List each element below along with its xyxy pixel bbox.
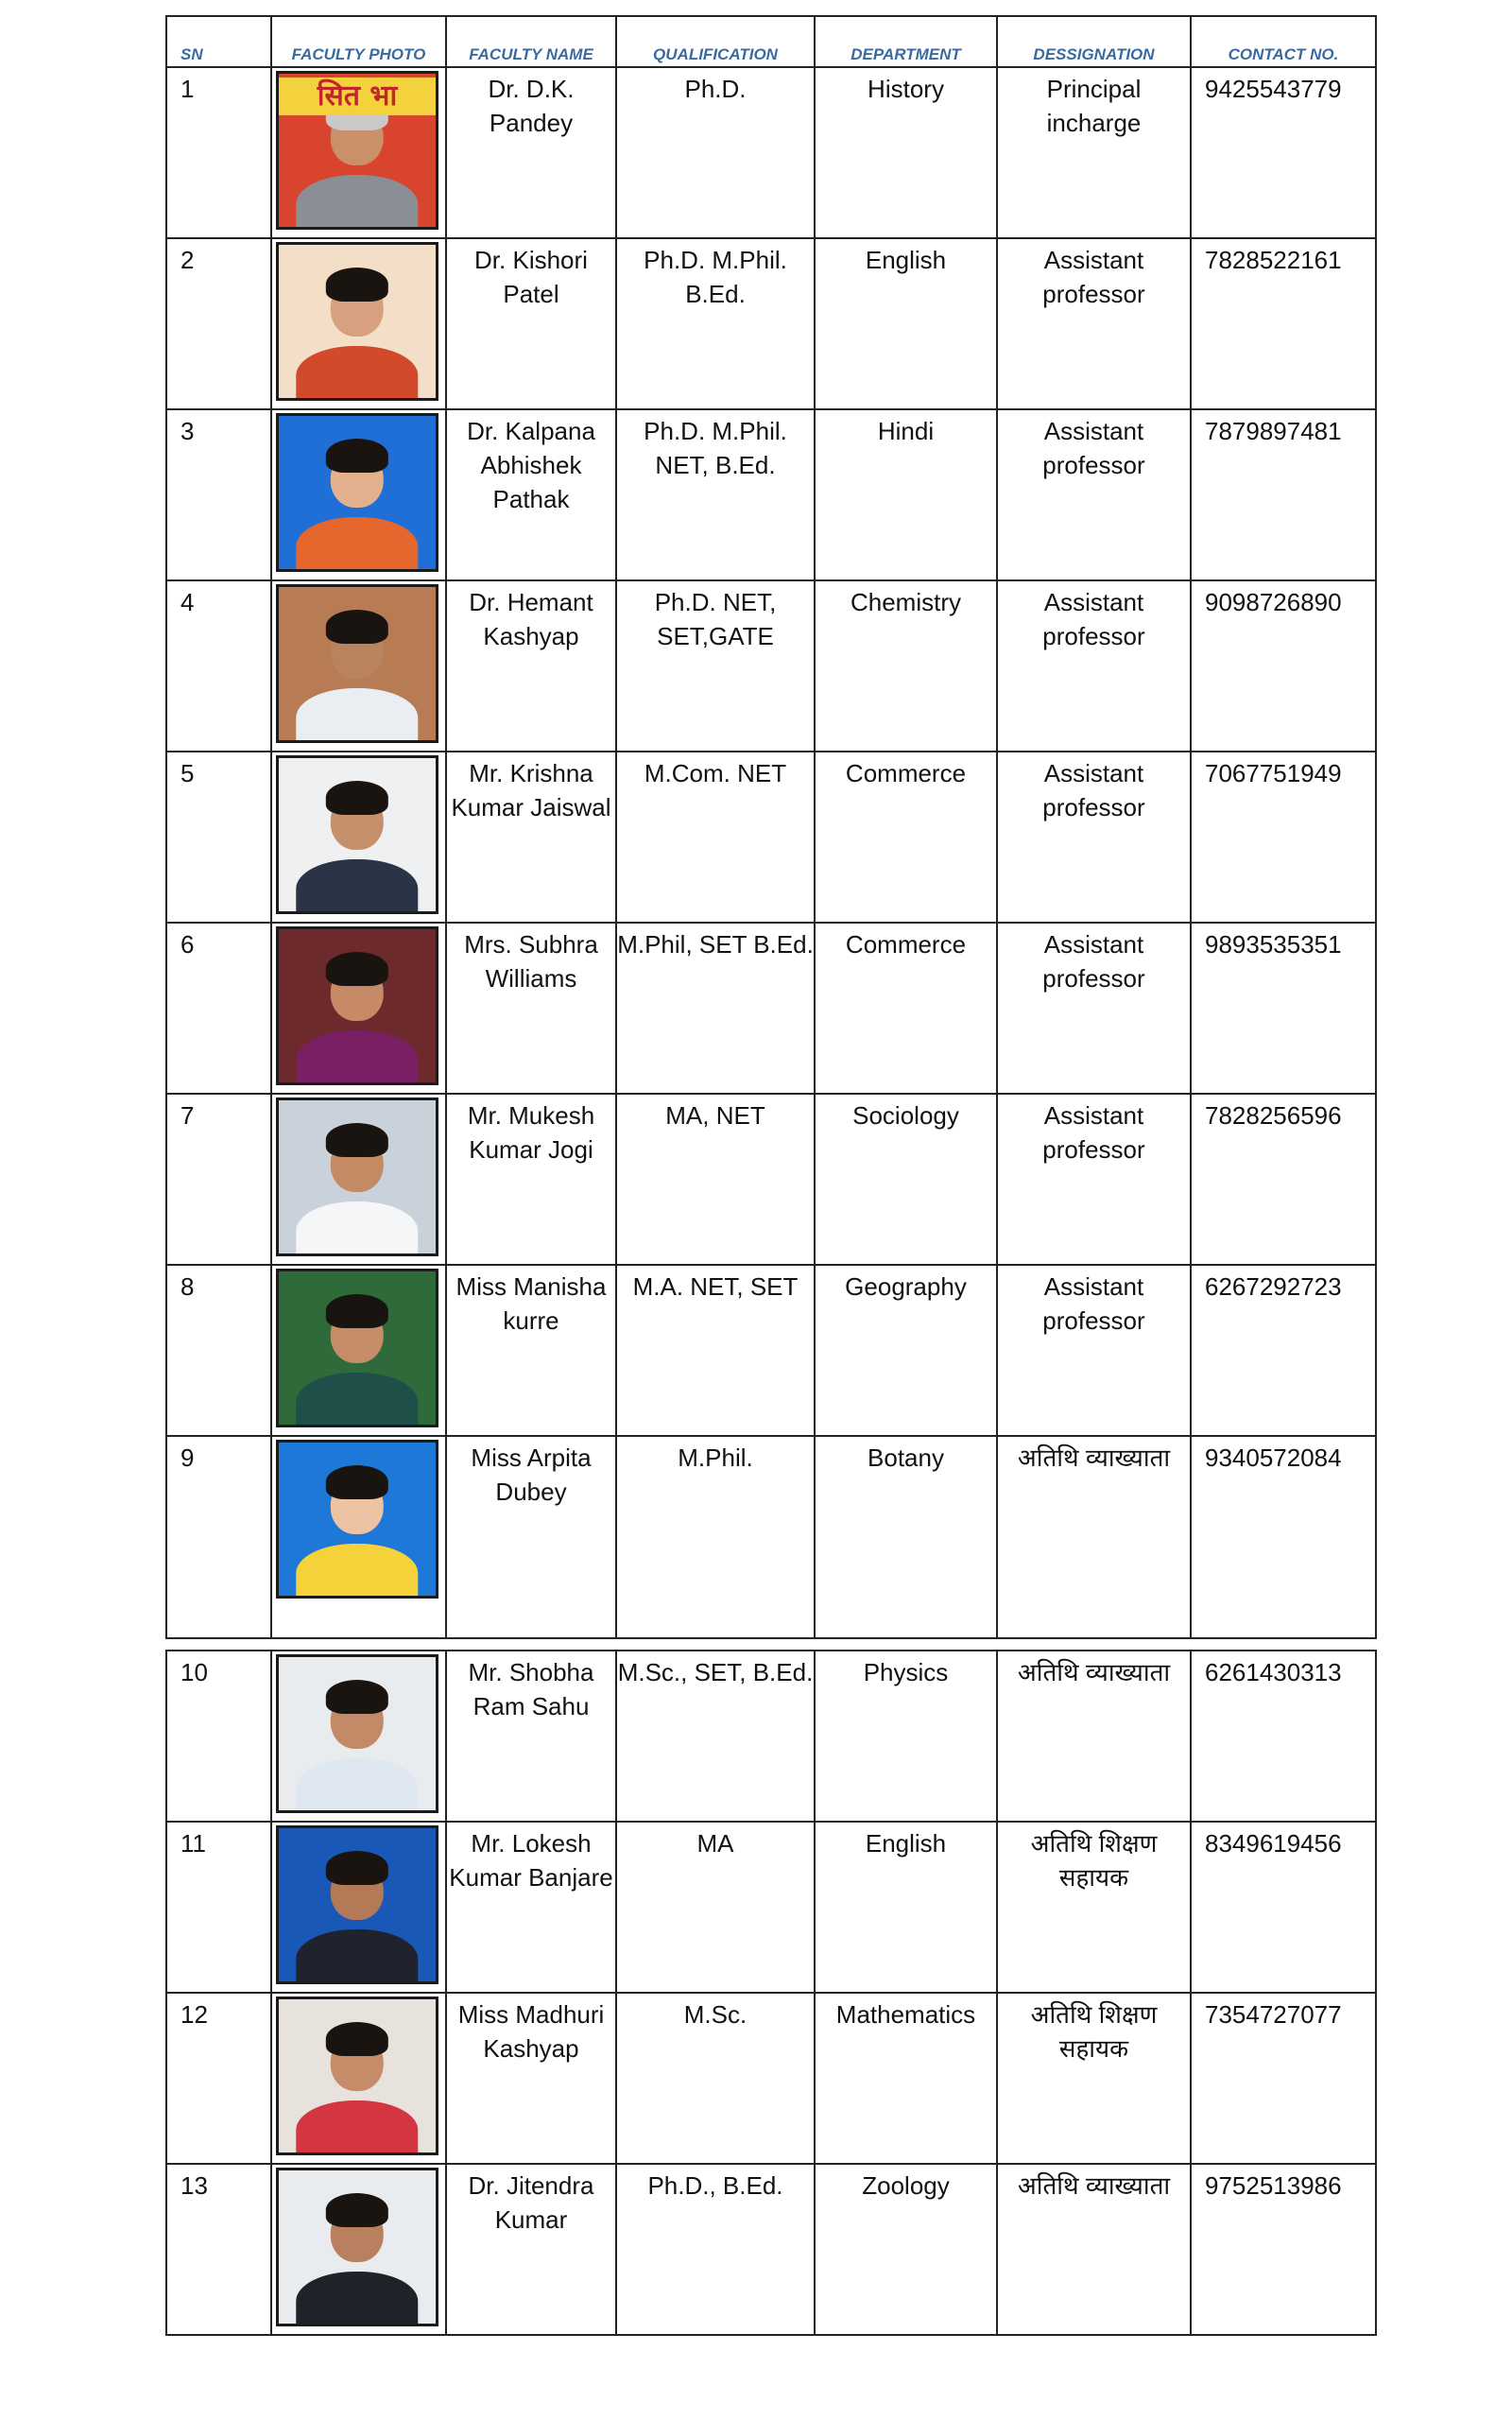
department: Chemistry (815, 580, 997, 752)
table-row (166, 238, 1376, 409)
faculty-table-part-2 (165, 1650, 1377, 2336)
designation: Assistant professor (997, 1265, 1191, 1436)
table-row (166, 1822, 1376, 1993)
photo-cell (271, 1822, 446, 1993)
department: English (815, 238, 997, 409)
contact-number: 7067751949 (1191, 752, 1376, 923)
department: Commerce (815, 752, 997, 923)
designation: अतिथि शिक्षण सहायक (997, 1822, 1191, 1993)
faculty-photo (276, 413, 438, 572)
qualification: Ph.D. NET, SET,GATE (616, 580, 815, 752)
photo-cell (271, 923, 446, 1094)
faculty-name: Dr. Kishori Patel (446, 238, 616, 409)
designation: Assistant professor (997, 752, 1191, 923)
serial-number: 12 (166, 1993, 271, 2164)
contact-number: 9752513986 (1191, 2164, 1376, 2335)
faculty-photo (276, 1440, 438, 1599)
department: Physics (815, 1651, 997, 1822)
qualification: M.Sc., SET, B.Ed. (616, 1651, 815, 1822)
designation: Assistant professor (997, 580, 1191, 752)
header-name: FACULTY NAME (446, 16, 616, 67)
header-photo: FACULTY PHOTO (271, 16, 446, 67)
faculty-photo (276, 71, 438, 230)
designation: अतिथि व्याख्याता (997, 1651, 1191, 1822)
designation: अतिथि व्याख्याता (997, 1436, 1191, 1638)
faculty-photo (276, 1269, 438, 1427)
serial-number: 10 (166, 1651, 271, 1822)
faculty-photo (276, 584, 438, 743)
qualification: M.A. NET, SET (616, 1265, 815, 1436)
photo-cell (271, 1265, 446, 1436)
faculty-name: Mr. Mukesh Kumar Jogi (446, 1094, 616, 1265)
photo-cell (271, 2164, 446, 2335)
table-row (166, 1436, 1376, 1638)
table-row (166, 1993, 1376, 2164)
department: Zoology (815, 2164, 997, 2335)
designation: Assistant professor (997, 238, 1191, 409)
serial-number: 9 (166, 1436, 271, 1638)
faculty-photo (276, 2168, 438, 2326)
photo-cell (271, 409, 446, 580)
qualification: Ph.D. M.Phil. NET, B.Ed. (616, 409, 815, 580)
qualification: Ph.D. (616, 67, 815, 238)
faculty-table-part-1 (165, 15, 1377, 1639)
department: Botany (815, 1436, 997, 1638)
contact-number: 9340572084 (1191, 1436, 1376, 1638)
department: Mathematics (815, 1993, 997, 2164)
contact-number: 7828256596 (1191, 1094, 1376, 1265)
serial-number: 11 (166, 1822, 271, 1993)
faculty-photo (276, 1825, 438, 1984)
table-row (166, 2164, 1376, 2335)
serial-number: 1 (166, 67, 271, 238)
qualification: Ph.D., B.Ed. (616, 2164, 815, 2335)
department: English (815, 1822, 997, 1993)
photo-banner-text: सित भा (279, 78, 436, 115)
serial-number: 13 (166, 2164, 271, 2335)
contact-number: 6261430313 (1191, 1651, 1376, 1822)
header-designation: DESSIGNATION (997, 16, 1191, 67)
serial-number: 7 (166, 1094, 271, 1265)
serial-number: 5 (166, 752, 271, 923)
qualification: MA (616, 1822, 815, 1993)
serial-number: 6 (166, 923, 271, 1094)
designation: Assistant professor (997, 1094, 1191, 1265)
faculty-photo (276, 926, 438, 1085)
faculty-name: Mr. Lokesh Kumar Banjare (446, 1822, 616, 1993)
contact-number: 9893535351 (1191, 923, 1376, 1094)
department: Sociology (815, 1094, 997, 1265)
photo-cell (271, 580, 446, 752)
contact-number: 8349619456 (1191, 1822, 1376, 1993)
table-row (166, 1094, 1376, 1265)
photo-cell (271, 1436, 446, 1638)
table-row (166, 580, 1376, 752)
faculty-name: Miss Madhuri Kashyap (446, 1993, 616, 2164)
faculty-name: Miss Arpita Dubey (446, 1436, 616, 1638)
faculty-name: Miss Manisha kurre (446, 1265, 616, 1436)
serial-number: 3 (166, 409, 271, 580)
table-row (166, 1651, 1376, 1822)
table-row (166, 752, 1376, 923)
photo-cell (271, 1094, 446, 1265)
faculty-name: Mr. Krishna Kumar Jaiswal (446, 752, 616, 923)
contact-number: 6267292723 (1191, 1265, 1376, 1436)
faculty-name: Dr. D.K. Pandey (446, 67, 616, 238)
header-sn: SN (166, 16, 271, 67)
table-row (166, 67, 1376, 238)
qualification: M.Phil. (616, 1436, 815, 1638)
header-contact: CONTACT NO. (1191, 16, 1376, 67)
contact-number: 7828522161 (1191, 238, 1376, 409)
department: Geography (815, 1265, 997, 1436)
department: Hindi (815, 409, 997, 580)
designation: अतिथि शिक्षण सहायक (997, 1993, 1191, 2164)
faculty-name: Dr. Kalpana Abhishek Pathak (446, 409, 616, 580)
qualification: M.Com. NET (616, 752, 815, 923)
table-header-row (166, 16, 1376, 67)
table-row (166, 409, 1376, 580)
qualification: M.Sc. (616, 1993, 815, 2164)
faculty-name: Dr. Jitendra Kumar (446, 2164, 616, 2335)
qualification: MA, NET (616, 1094, 815, 1265)
qualification: Ph.D. M.Phil. B.Ed. (616, 238, 815, 409)
serial-number: 8 (166, 1265, 271, 1436)
faculty-photo (276, 1098, 438, 1256)
header-department: DEPARTMENT (815, 16, 997, 67)
department: Commerce (815, 923, 997, 1094)
contact-number: 9098726890 (1191, 580, 1376, 752)
designation: Principal incharge (997, 67, 1191, 238)
table-row (166, 923, 1376, 1094)
contact-number: 7879897481 (1191, 409, 1376, 580)
serial-number: 2 (166, 238, 271, 409)
designation: अतिथि व्याख्याता (997, 2164, 1191, 2335)
designation: Assistant professor (997, 923, 1191, 1094)
department: History (815, 67, 997, 238)
photo-cell (271, 1651, 446, 1822)
faculty-name: Mrs. Subhra Williams (446, 923, 616, 1094)
photo-cell (271, 1993, 446, 2164)
serial-number: 4 (166, 580, 271, 752)
contact-number: 7354727077 (1191, 1993, 1376, 2164)
photo-cell (271, 67, 446, 238)
faculty-photo (276, 1996, 438, 2155)
contact-number: 9425543779 (1191, 67, 1376, 238)
designation: Assistant professor (997, 409, 1191, 580)
photo-cell (271, 752, 446, 923)
faculty-photo (276, 755, 438, 914)
faculty-photo (276, 242, 438, 401)
header-qualification: QUALIFICATION (616, 16, 815, 67)
qualification: M.Phil, SET B.Ed. (616, 923, 815, 1094)
photo-cell (271, 238, 446, 409)
table-row (166, 1265, 1376, 1436)
faculty-name: Mr. Shobha Ram Sahu (446, 1651, 616, 1822)
faculty-photo (276, 1654, 438, 1813)
faculty-name: Dr. Hemant Kashyap (446, 580, 616, 752)
